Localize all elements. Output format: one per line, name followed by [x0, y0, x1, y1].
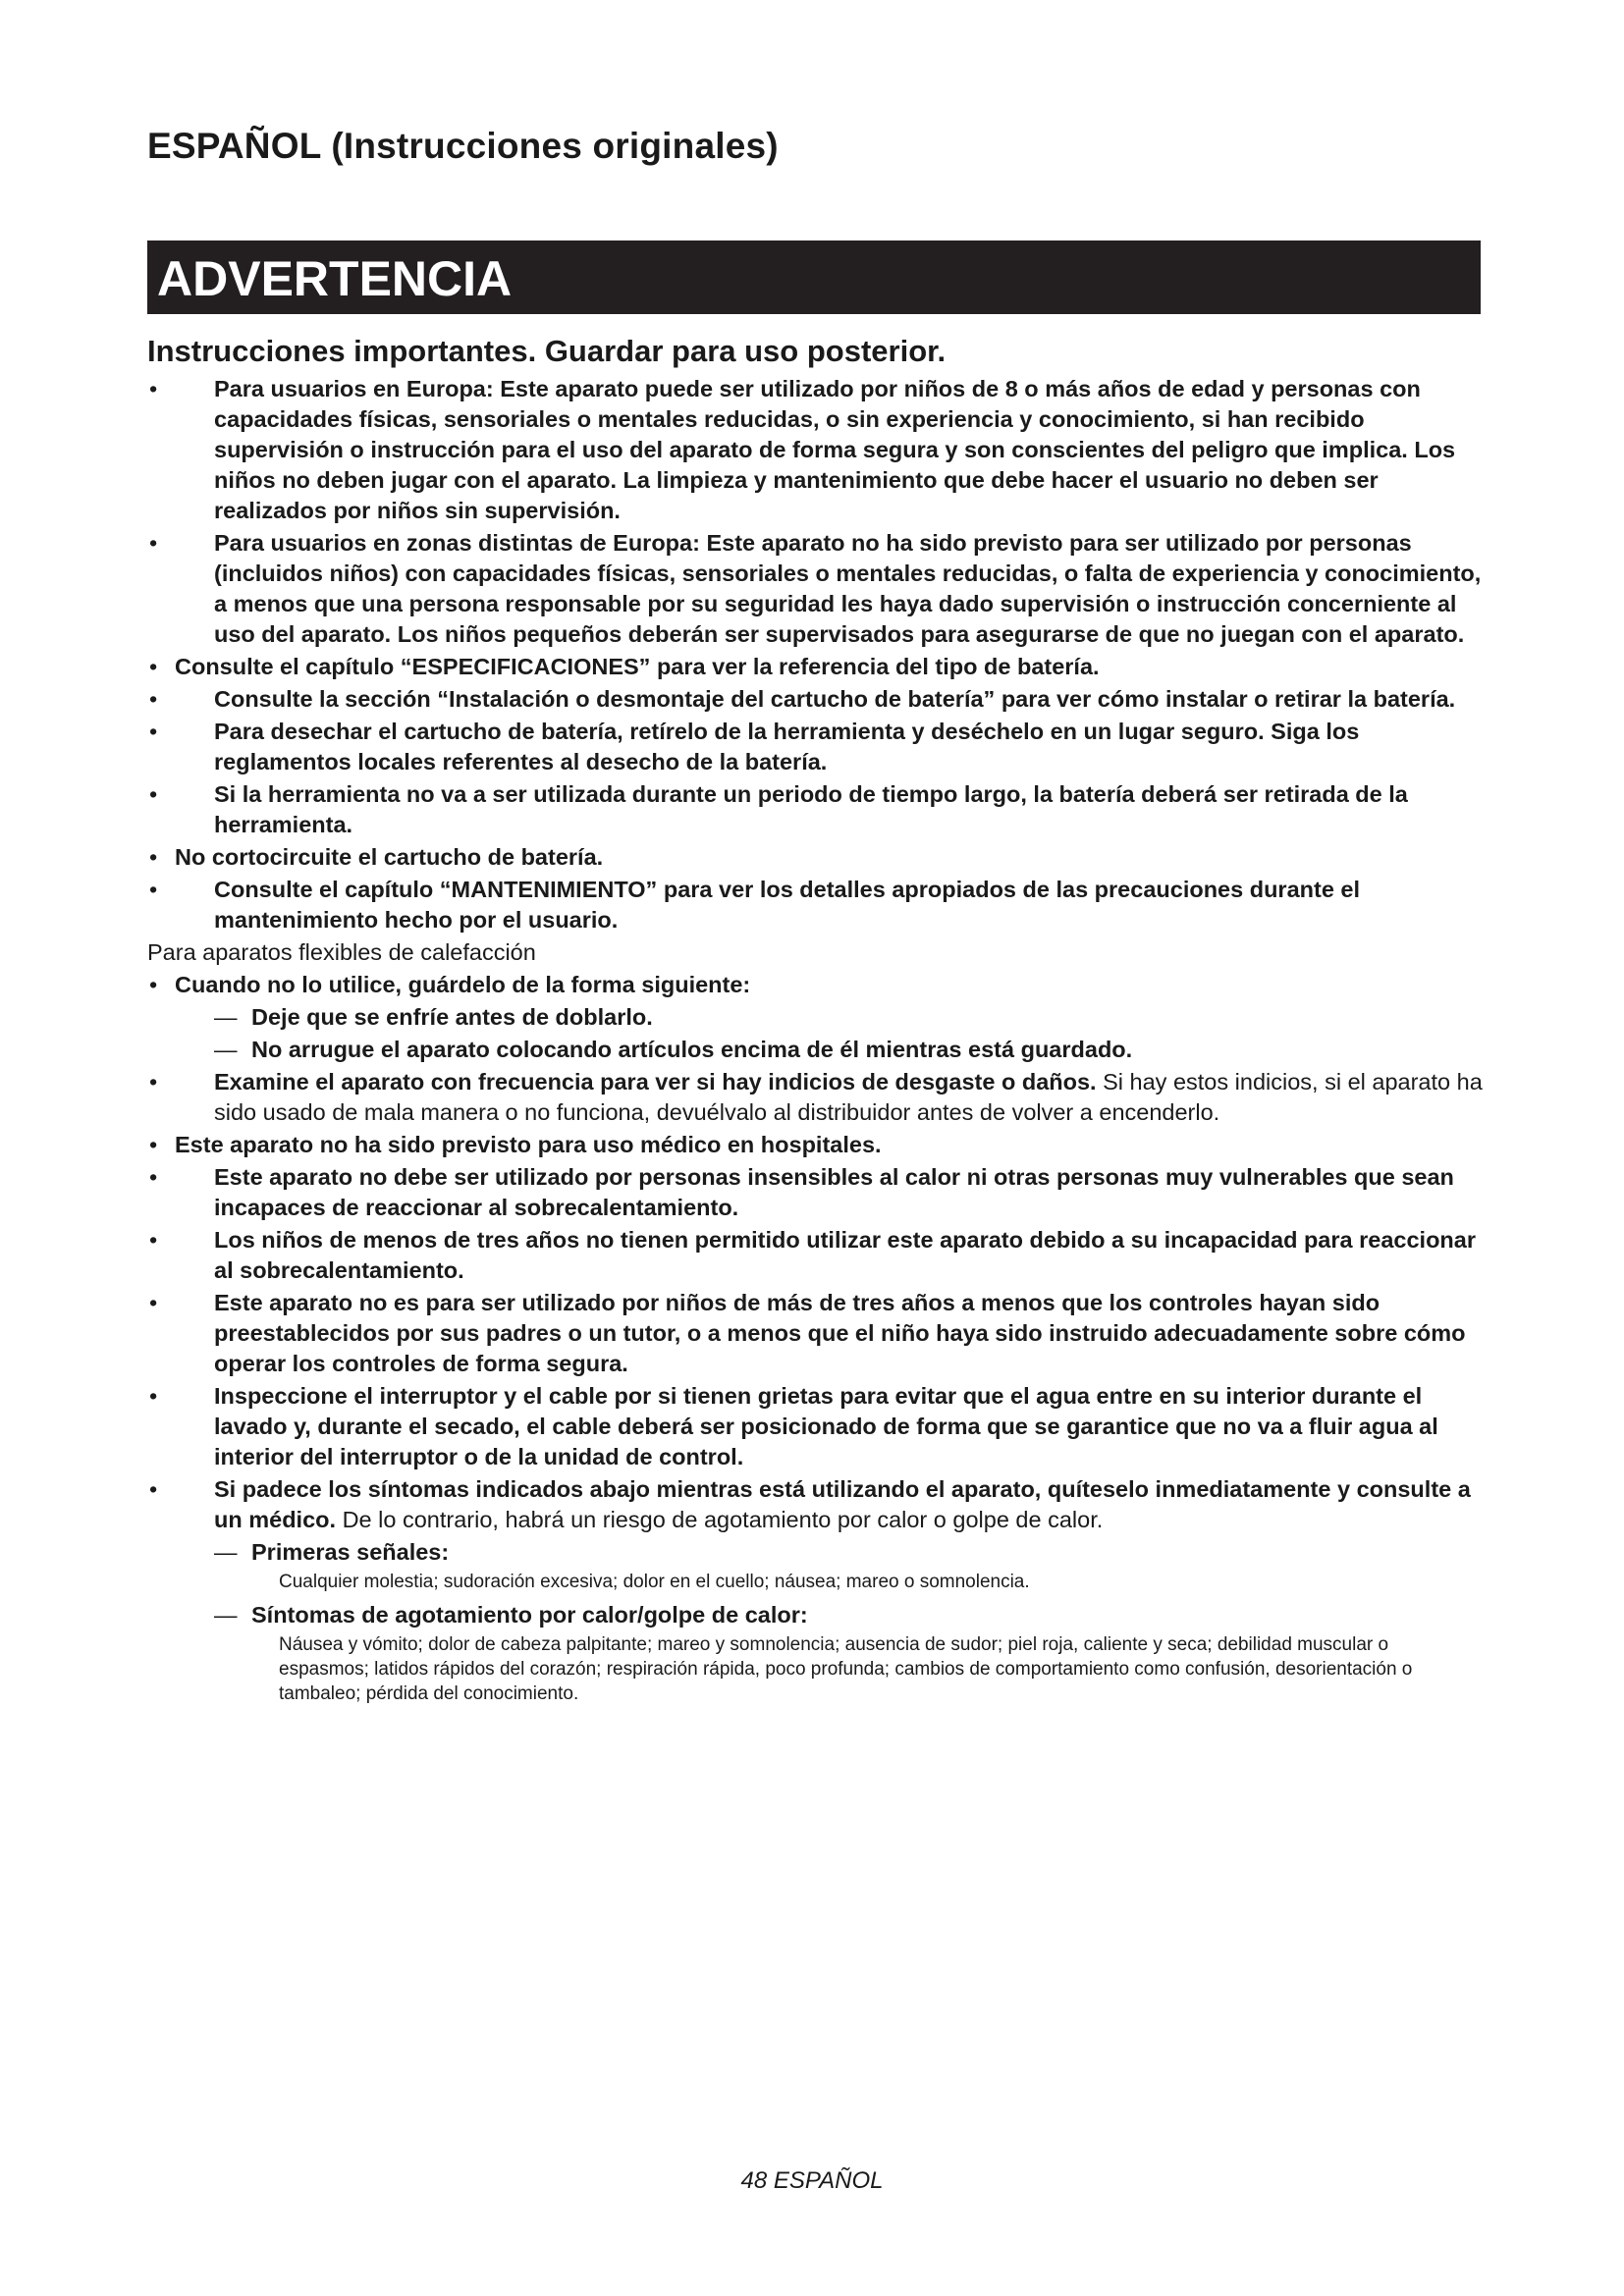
list-item — [147, 1474, 1483, 1535]
bullet-marker: • — [149, 1227, 158, 1253]
item-text-bold: Si padece los síntomas indicados abajo mientras está utilizando el aparato, quíteselo inmediatamente y consulte a un médico. — [214, 1476, 1471, 1532]
warning-list — [147, 374, 1483, 1712]
list-item — [147, 970, 1483, 1000]
bullet-marker: • — [149, 530, 158, 556]
list-item — [147, 1381, 1483, 1472]
item-text-bold: Primeras señales: — [251, 1539, 450, 1565]
bullet-marker: • — [149, 376, 158, 401]
item-text-bold: Si la herramienta no va a ser utilizada durante un periodo de tiempo largo, la batería deberá ser retirada de la herramienta. — [214, 781, 1408, 837]
dash-marker: — — [214, 1602, 238, 1628]
dash-marker: — — [214, 1539, 238, 1565]
bullet-marker: • — [149, 972, 158, 997]
item-text-bold: Consulte el capítulo “MANTENIMIENTO” para ver los detalles apropiados de las precauciones durante el mantenimiento hecho por el usuario. — [214, 877, 1361, 933]
list-item — [147, 1130, 1483, 1160]
item-text: Para aparatos flexibles de calefacción — [147, 939, 536, 965]
symptom-description — [147, 1632, 1483, 1706]
dash-marker: — — [214, 1037, 238, 1062]
list-item — [147, 842, 1483, 873]
item-text-bold: Este aparato no debe ser utilizado por personas insensibles al calor ni otras personas muy vulnerables que sean incapaces de reaccionar al sobrecalentamiento. — [214, 1164, 1454, 1220]
bullet-marker: • — [149, 686, 158, 712]
item-text-bold: Para usuarios en Europa: Este aparato puede ser utilizado por niños de 8 o más años de edad y personas con capacidades físicas, sensoriales o mentales reducidas, o sin experiencia y conocimiento, si han recibido supervisión o instrucción para el uso del aparato de forma segura y son conscientes del peligro que implica. Los niños no deben jugar con el aparato. La limpieza y mantenimiento que debe hacer el usuario no deben ser realizados por niños sin supervisión. — [214, 376, 1456, 523]
list-item — [147, 1035, 1483, 1065]
section-subheading: Instrucciones importantes. Guardar para uso posterior. — [147, 334, 947, 368]
item-text: Si hay estos indicios, si el aparato ha sido usado de mala manera o no funciona, devuélvalo al distribuidor antes de volver a encenderlo. — [214, 1069, 1483, 1125]
list-item — [147, 1002, 1483, 1033]
section-label — [147, 937, 1483, 968]
list-item — [147, 717, 1483, 777]
list-item — [147, 1537, 1483, 1568]
bullet-marker: • — [149, 1069, 158, 1095]
bullet-marker: • — [149, 877, 158, 902]
item-text-bold: No cortocircuite el cartucho de batería. — [175, 844, 604, 870]
bullet-marker: • — [149, 1132, 158, 1157]
warning-banner: ADVERTENCIA — [147, 240, 1481, 314]
bullet-marker: • — [149, 654, 158, 679]
item-text: Náusea y vómito; dolor de cabeza palpitante; mareo y somnolencia; ausencia de sudor; piel roja, caliente y seca; debilidad muscular o espasmos; latidos rápidos del corazón; respiración rápida, poco profunda; cambios de comportamiento como confusión, desorientación o tambaleo; pérdida del conocimiento. — [279, 1634, 1413, 1704]
bullet-marker: • — [149, 1476, 158, 1502]
bullet-marker: • — [149, 781, 158, 807]
bullet-marker: • — [149, 1164, 158, 1190]
item-text-bold: Síntomas de agotamiento por calor/golpe de calor: — [251, 1602, 808, 1628]
list-item — [147, 374, 1483, 526]
bullet-marker: • — [149, 844, 158, 870]
list-item — [147, 875, 1483, 935]
item-text-bold: Deje que se enfríe antes de doblarlo. — [251, 1004, 653, 1030]
item-text-bold: Para usuarios en zonas distintas de Europa: Este aparato no ha sido previsto para ser utilizado por personas (incluidos niños) con capacidades físicas, sensoriales o mentales reducidas, o falta de experiencia y conocimiento, a menos que una persona responsable por su seguridad les haya dado supervisión o instrucción concerniente al uso del aparato. Los niños pequeños deberán ser supervisados para asegurarse de que no juegan con el aparato. — [214, 530, 1482, 647]
list-item — [147, 684, 1483, 715]
page-footer: 48 ESPAÑOL — [740, 2167, 884, 2194]
item-text-bold: Consulte el capítulo “ESPECIFICACIONES” para ver la referencia del tipo de batería. — [175, 654, 1100, 679]
item-text-bold: Examine el aparato con frecuencia para ver si hay indicios de desgaste o daños. — [214, 1069, 1097, 1095]
item-text-bold: Consulte la sección “Instalación o desmontaje del cartucho de batería” para ver cómo instalar o retirar la batería. — [214, 686, 1456, 712]
item-text-bold: Cuando no lo utilice, guárdelo de la forma siguiente: — [175, 972, 751, 997]
list-item — [147, 1225, 1483, 1286]
item-text-bold: Este aparato no ha sido previsto para uso médico en hospitales. — [175, 1132, 882, 1157]
list-item — [147, 528, 1483, 650]
list-item — [147, 652, 1483, 682]
list-item — [147, 1162, 1483, 1223]
list-item — [147, 1067, 1483, 1128]
page-title: ESPAÑOL (Instrucciones originales) — [147, 126, 779, 166]
symptom-description — [147, 1570, 1483, 1594]
list-item — [147, 1288, 1483, 1379]
item-text: Cualquier molestia; sudoración excesiva; dolor en el cuello; náusea; mareo o somnolencia. — [279, 1572, 1030, 1592]
bullet-marker: • — [149, 719, 158, 744]
bullet-marker: • — [149, 1290, 158, 1315]
item-text-bold: Los niños de menos de tres años no tienen permitido utilizar este aparato debido a su incapacidad para reaccionar al sobrecalentamiento. — [214, 1227, 1476, 1283]
item-text-bold: Inspeccione el interruptor y el cable por si tienen grietas para evitar que el agua entre en su interior durante el lavado y, durante el secado, el cable deberá ser posicionado de forma que se garantice que no va a fluir agua al interior del interruptor o de la unidad de control. — [214, 1383, 1438, 1469]
item-text-bold: No arrugue el aparato colocando artículos encima de él mientras está guardado. — [251, 1037, 1133, 1062]
dash-marker: — — [214, 1004, 238, 1030]
item-text: De lo contrario, habrá un riesgo de agotamiento por calor o golpe de calor. — [336, 1507, 1104, 1532]
item-text-bold: Este aparato no es para ser utilizado por niños de más de tres años a menos que los controles hayan sido preestablecidos por sus padres o un tutor, o a menos que el niño haya sido instruido adecuadamente sobre cómo operar los controles de forma segura. — [214, 1290, 1466, 1376]
bullet-marker: • — [149, 1383, 158, 1409]
list-item — [147, 1600, 1483, 1630]
item-text-bold: Para desechar el cartucho de batería, retírelo de la herramienta y deséchelo en un lugar seguro. Siga los reglamentos locales referentes al desecho de la batería. — [214, 719, 1360, 774]
list-item — [147, 779, 1483, 840]
